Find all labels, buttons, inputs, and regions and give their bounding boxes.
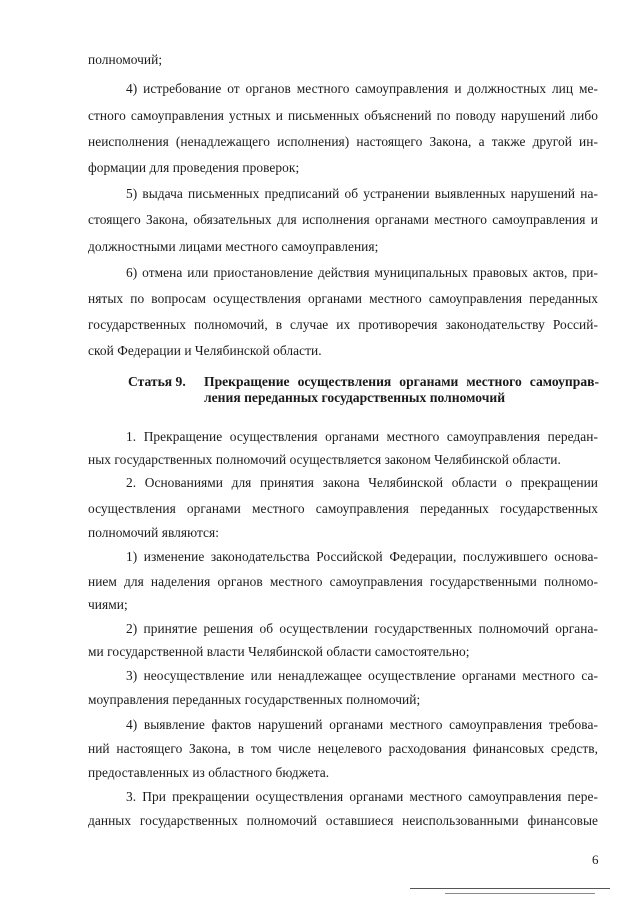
text-line: нием для наделения органов местного самоуправления государственными полномо- xyxy=(88,574,598,589)
text-line: ний настоящего Закона, в том числе нецелевого расходования финансовых средств, xyxy=(88,741,598,756)
article-title-line-2: ления переданных государственных полномочий xyxy=(204,390,506,405)
text-line: ных государственных полномочий осуществляется законом Челябинской области. xyxy=(88,452,561,467)
footer-divider xyxy=(445,893,595,894)
text-line: 4) истребование от органов местного самоуправления и должностных лиц ме- xyxy=(126,81,598,96)
text-line: осуществления органами местного самоуправления переданных государственных xyxy=(88,501,598,516)
text-line: чиями; xyxy=(88,597,128,612)
page-number: 6 xyxy=(592,852,599,867)
text-line: полномочий; xyxy=(88,52,163,67)
article-label: Статья 9. xyxy=(128,374,186,389)
text-line: предоставленных из областного бюджета. xyxy=(88,765,330,780)
text-line: 1. Прекращение осуществления органами местного самоуправления передан- xyxy=(126,429,598,444)
text-line: моуправления переданных государственных полномочий; xyxy=(88,692,421,707)
text-line: 1) изменение законодательства Российской Федерации, послужившего основа- xyxy=(126,549,598,564)
text-line: формации для проведения проверок; xyxy=(88,160,300,175)
text-line: стного самоуправления устных и письменных объяснений по поводу нарушений либо xyxy=(88,108,598,123)
text-line: 6) отмена или приостановление действия муниципальных правовых актов, при- xyxy=(126,265,598,280)
text-line: ми государственной власти Челябинской области самостоятельно; xyxy=(88,644,470,659)
text-line: 5) выдача письменных предписаний об устранении выявленных нарушений на- xyxy=(126,186,598,201)
text-line: данных государственных полномочий оставшиеся неиспользованными финансовые xyxy=(88,813,598,828)
article-title-line-1: Прекращение осуществления органами местного самоуправ- xyxy=(204,374,599,389)
text-line: государственных полномочий, в случае их противоречия законодательству Россий- xyxy=(88,317,598,332)
text-line: нятых по вопросам осуществления органами местного самоуправления переданных xyxy=(88,291,598,306)
text-line: 2. Основаниями для принятия закона Челябинской области о прекращении xyxy=(126,475,598,490)
text-line: 4) выявление фактов нарушений органами местного самоуправления требова- xyxy=(126,717,598,732)
text-line: стоящего Закона, обязательных для исполнения органами местного самоуправления и xyxy=(88,212,598,227)
text-line: ской Федерации и Челябинской области. xyxy=(88,343,322,358)
text-line: 3. При прекращении осуществления органами местного самоуправления пере- xyxy=(126,789,598,804)
footer-divider xyxy=(410,888,610,889)
text-line: 3) неосуществление или ненадлежащее осуществление органами местного са- xyxy=(126,668,598,683)
text-line: должностными лицами местного самоуправления; xyxy=(88,239,379,254)
text-line: полномочий являются: xyxy=(88,525,220,540)
text-line: 2) принятие решения об осуществлении государственных полномочий органа- xyxy=(126,621,598,636)
text-line: неисполнения (ненадлежащего исполнения) настоящего Закона, а также другой ин- xyxy=(88,134,598,149)
